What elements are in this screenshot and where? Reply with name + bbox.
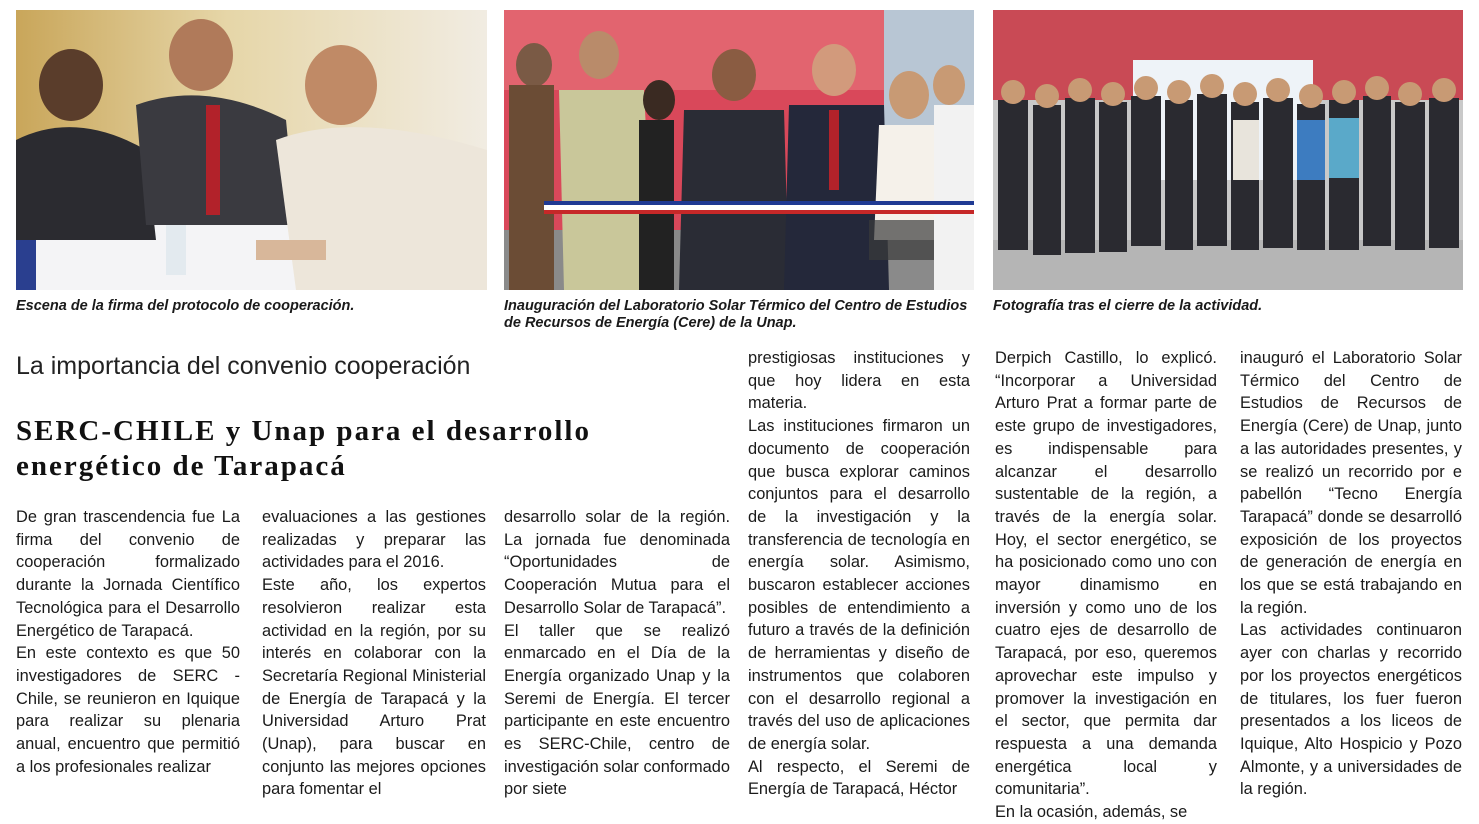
paragraph: Este año, los expertos resolvieron realizar esta actividad en la región, por su interés en colaborar con la Secretaría Regional Ministerial de Energía de Tarapacá y la Universidad Arturo Prat (Unap), para buscar en conjunto las mejores opciones para fomentar el: [262, 576, 486, 799]
ribbon-cutting-photo: [504, 10, 974, 290]
paragraph: evaluaciones a las gestiones realizadas y preparar las actividades para el 2016.: [262, 508, 486, 572]
photo-caption: Inauguración del Laboratorio Solar Térmico del Centro de Estudios de Recursos de Energía (Cere) de la Unap.: [504, 298, 968, 331]
article-column: [748, 347, 970, 801]
article-kicker: La importancia del convenio cooperación: [16, 352, 471, 380]
signing-ceremony-photo: [16, 10, 487, 290]
paragraph: Al respecto, el Seremi de Energía de Tarapacá, Héctor: [748, 757, 970, 799]
paragraph: En la ocasión, además, se: [995, 803, 1188, 822]
article-column: [16, 506, 240, 778]
article-column: [995, 347, 1217, 824]
article-column: [1240, 347, 1462, 801]
paragraph: Las instituciones firmaron un documento de cooperación que busca explorar caminos conjuntos para el desarrollo de la investigación y la transferencia de tecnología en energía solar. Asimismo, buscaron establecer acciones posibles de entendimiento a futuro a través de la definición de herramientas y diseño de instrumentos que colaboren con el desarrollo regional a través del uso de aplicaciones de energía solar.: [748, 417, 970, 753]
paragraph: inauguró el Laboratorio Solar Térmico del Centro de Estudios de Recursos de Energía (Cere) de Unap, junto a las autoridades presentes, y se realizó un recorrido por e pabellón “Tecno Energía Tarapacá” donde se desarrolló exposición de los proyectos de generación de energía en los que se está trabajando en la región.: [1240, 349, 1462, 617]
article-headline: SERC-CHILE y Unap para el desarrollo energético de Tarapacá: [16, 415, 591, 482]
paragraph: desarrollo solar de la región. La jornada fue denominada “Oportunidades de Cooperación Mutua para el Desarrollo Solar de Tarapacá”.: [504, 508, 730, 617]
paragraph: Derpich Castillo, lo explicó. “Incorporar a Universidad Arturo Prat a formar parte de este grupo de investigadores, es indispensable para alcanzar el desarrollo sustentable de la región, a través de la energía solar. Hoy, el sector energético, se ha posicionado como uno con mayor dinamismo en inversión y como uno de los cuatro ejes de desarrollo de Tarapacá, por eso, queremos aprovechar este impulso y promover la investigación en el sector, que permita dar respuesta a una demanda energética local y comunitaria”.: [995, 349, 1217, 799]
article-column: [504, 506, 730, 801]
paragraph: De gran trascendencia fue La firma del convenio de cooperación formalizado durante la Jornada Científico Tecnológica para el Desarrollo Energético de Tarapacá.: [16, 508, 240, 640]
paragraph: El taller que se realizó enmarcado en el Día de la Energía organizado Unap y la Seremi de Energía. El tercer participante en este encuentro es SERC-Chile, centro de investigación solar conformado por siete: [504, 621, 730, 799]
paragraph: Las actividades continuaron ayer con charlas y recorrido por los proyectos energéticos de titulares, los fuer fueron presentados a los liceos de Iquique, Alto Hospicio y Pozo Almonte, y a universidades de la región.: [1240, 621, 1462, 799]
article-column: [262, 506, 486, 801]
photo-caption: Fotografía tras el cierre de la actividad.: [993, 298, 1263, 314]
group-photo: [993, 10, 1463, 290]
photo-caption: Escena de la firma del protocolo de cooperación.: [16, 298, 355, 314]
paragraph: prestigiosas instituciones y que hoy lidera en esta materia.: [748, 349, 970, 413]
paragraph: En este contexto es que 50 investigadores de SERC -Chile, se reunieron en Iquique para realizar su plenaria anual, encuentro que permitió a los profesionales realizar: [16, 644, 240, 776]
